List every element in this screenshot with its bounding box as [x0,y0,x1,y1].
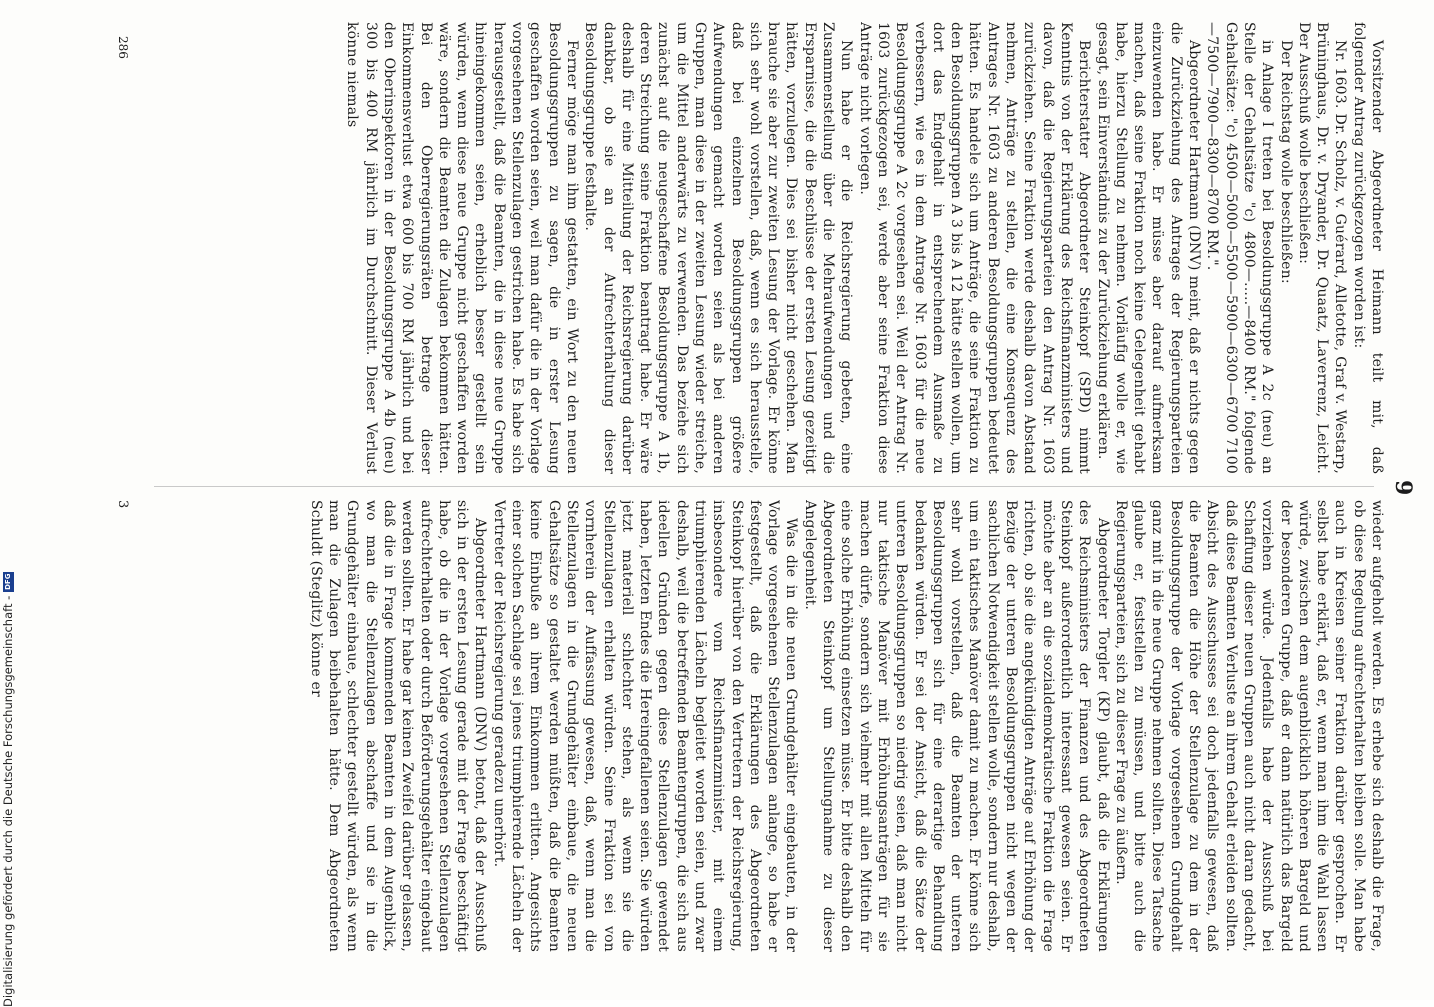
left-text-column [136,22,1386,474]
page-number-left: 286 [116,36,130,59]
left-column-paragraph: Ferner möge man ihm gestatten, ein Wort zu den neuen Besoldungsgruppen zu sagen, die in erster Lesung geschaffen worden seien, weil man dafür die in der Vorlage vorgesehenen Stellenzulagen gestrichen habe. Es habe sich herausgestellt, daß die Beamten, die in diese neue Gruppe hineingekommen seien, erheblich besser gestellt sein würden, wenn diese neue Gruppe nicht geschaffen worden wäre, sondern die Beamten die Zulagen bekommen hätten. Bei den Oberregierungsräten betrage dieser Einkommensverlust etwa 600 bis 700 RM jährlich und bei den Oberinspektoren in der Besoldungsgruppe A 4b (neu) 300 bis 400 RM jährlich im Durchschnitt. Dieser Verlust könne niemals [344,22,580,474]
right-column-paragraph: Abgeordneter Hartmann (DNV) betont, daß der Ausschuß sich in der ersten Lesung gerade mit der Frage beschäftigt habe, ob die in der Vorlage vorgesehenen Stellenzulagen aufrechterhalten oder durch Beförderungsgehälter eingebaut werden sollten. Er habe gar keinen Zweifel darüber gelassen, daß die in Frage kommenden Beamten in dem Augenblick, wo man die Stellenzulagen abschaffe und sie in die Grundgehälter einbaue, schlechter gestellt würden, als wenn man die Zulagen beibehalten hätte. Dem Abgeordneten Schuldt (Steglitz) könne er [307,500,489,952]
column-divider [154,486,1374,487]
page-number-top: 9 [1390,480,1416,496]
dfg-logo-icon: DFG [3,573,12,590]
left-column-paragraph: Berichterstatter Abgeordneter Steinkopf (SPD) nimmt Kenntnis von der Erklärung des Reichsfinanzministers und davon, daß die Regierungsparteien den Antrag Nr. 1603 zurückziehen. Seine Fraktion werde deshalb davon Abstand nehmen, Anträge zu stellen, die eine Konsequenz des Antrages Nr. 1603 zu anderen Besoldungsgruppen bedeutet hätten. Es handele sich um Anträge, die seine Fraktion zu den Besoldungsgruppen A 3 bis A 12 hätte stellen wollen, um dort das Endgehalt in entsprechendem Ausmaße zu verbessern, wie es in dem Antrage Nr. 1603 für die neue Besoldungsgruppe A 2c vorgesehen sei. Weil der Antrag Nr. 1603 zurückgezogen sei, werde aber seine Fraktion diese Anträge nicht vorlegen. [856,22,1093,474]
credit-text: Digitalisierung gefördert durch die Deutsche Forschungsgemeinschaft - [1,595,15,1007]
right-text-column [136,500,1386,952]
right-column-paragraph: Abgeordneter Torgler (KP) glaubt, daß die Erklärungen des Reichsministers der Finanzen und des Abgeordneten Steinkopf außerordentlich interessant gewesen seien. Er möchte aber an die sozialdemokratische Fraktion die Frage richten, ob sie die angekündigten Anträge auf Erhöhung der Bezüge der unteren Besoldungsgruppen nicht wegen der sachlichen Notwendigkeit stellen wolle, sondern nur deshalb, um ein taktisches Manöver damit zu machen. Er könne sich sehr wohl vorstellen, daß die Beamten der unteren Besoldungsgruppen sich für eine derartige Behandlung bedanken würden. Er sei der Ansicht, daß die Sätze der unteren Besoldungsgruppen so niedrig seien, daß man nicht nur taktische Manöver mit Erhöhungsanträgen für sie machen dürfe, sondern sich vielmehr mit allen Mitteln für eine solche Erhöhung einsetzen müsse. Er bitte deshalb den Abgeordneten Steinkopf um Stellungnahme zu dieser Angelegenheit. [801,500,1111,952]
left-column-paragraph: Vorsitzender Abgeordneter Heimann teilt mit, daß folgender Antrag zurückgezogen worden ist: [1350,22,1385,474]
right-column-paragraph: wieder aufgeholt werden. Es erhebe sich deshalb die Frage, ob diese Regelung aufrechterhalten bleiben solle. Man habe auch in Kreisen seiner Fraktion darüber gesprochen. Er selbst habe erklärt, daß er, wenn man ihm die Wahl lassen würde, zwischen dem augenblicklich höheren Bargeld und der besonderen Gruppe, daß er dann natürlich das Bargeld vorziehen würde. Jedenfalls habe der Ausschuß bei Schaffung dieser neuen Gruppen auch nicht daran gedacht, daß diese Beamten Verluste an ihrem Gehalt erleiden sollten. Absicht des Ausschusses sei doch jedenfalls gewesen, daß die Beamten die Höhe der Stellenzulage zu dem in der Besoldungsgruppe der Vorlage vorgesehenen Grundgehalt ganz mit in die neue Gruppe nehmen sollten. Diese Tatsache glaube er, feststellen zu müssen, und bitte auch die Regierungsparteien, sich zu dieser Frage zu äußern. [1112,500,1385,952]
left-column-paragraph: Nun habe er die Reichsregierung gebeten, eine Zusammenstellung über die Mehraufwendungen und die Ersparnisse, die die Beschlüsse der ersten Lesung gezeitigt hätten, vorzulegen. Dies sei bisher nicht geschehen. Man brauche sie aber zur zweiten Lesung der Vorlage. Er könne sich sehr wohl vorstellen, daß, wenn es sich herausstelle, daß bei einzelnen Besoldungsgruppen größere Aufwendungen gemacht worden seien als bei anderen Gruppen, man diese in der zweiten Lesung wieder streiche, um die Mittel anderwärts zu verwenden. Das beziehe sich zunächst auf die neugeschaffene Besoldungsgruppe A 1b, deren Streichung seine Fraktion beantragt habe. Er wäre deshalb für eine Mitteilung der Reichsregierung darüber dankbar, ob sie an der Aufrechterhaltung dieser Besoldungsgruppe festhalte. [582,22,855,474]
left-column-paragraph: in Anlage I treten bei Besoldungsgruppe A 2c (neu) an Stelle der Gehaltsätze "c) 4800—.....—8400 RM." folgende Gehaltsätze: "c) 4500—5000—5500—5900—6300—6700 7100—7500—7900—8300—8700 RM.". [1204,22,1276,474]
left-column-paragraph: Nr. 1603. Dr. Scholz, v. Guérard, Alletotte, Graf v. Westarp, Brüninghaus, Dr. v. Dryander, Dr. Quaatz, Laverrenz, Leicht. Der Ausschuß wolle beschließen: [1295,22,1349,474]
page-number-right: 3 [115,500,130,509]
left-column-paragraph: Abgeordneter Hartmann (DNV) meint, daß er nichts gegen die Zurückziehung des Antrages der Regierungsparteien einzuwenden habe. Er müsse aber darauf aufmerksam machen, daß seine Fraktion noch keine Gelegenheit gehabt habe, hierzu Stellung zu nehmen. Vorläufig wolle er, wie gesagt, sein Einverständnis zu der Zurückziehung erklären. [1094,22,1203,474]
left-column-paragraph: Der Reichstag wolle beschließen: [1277,40,1294,284]
right-column-paragraph: Was die in die neuen Grundgehälter eingebauten, in der Vorlage vorgesehenen Stellenzulagen anlange, so habe er festgestellt, daß die Erklärungen des Abgeordneten Steinkopf hierüber von den Vertretern der Reichsregierung, insbesondere vom Reichsfinanzminister, mit einem triumphierenden Lächeln begleitet worden seien, und zwar deshalb, weil die betreffenden Beamtengruppen, die sich aus ideellen Gründen gegen diese Stellenzulagen gewendet haben, letzten Endes die Hereingefallenen seien. Sie würden jetzt materiell schlechter stehen, als wenn sie die Stellenzulagen erhalten würden. Seine Fraktion sei von vornherein der Auffassung gewesen, daß, wenn man die Stellenzulagen in die Grundgehälter einbaue, die neuen Gehaltsätze so gestaltet werden müßten, daß die Beamten keine Einbuße an ihrem Einkommen erlitten. Angesichts einer solchen Sachlage sei jenes triumphierende Lächeln der Vertreter der Reichsregierung geradezu unerhört. [490,500,800,952]
digitization-credit [0,0,24,1007]
